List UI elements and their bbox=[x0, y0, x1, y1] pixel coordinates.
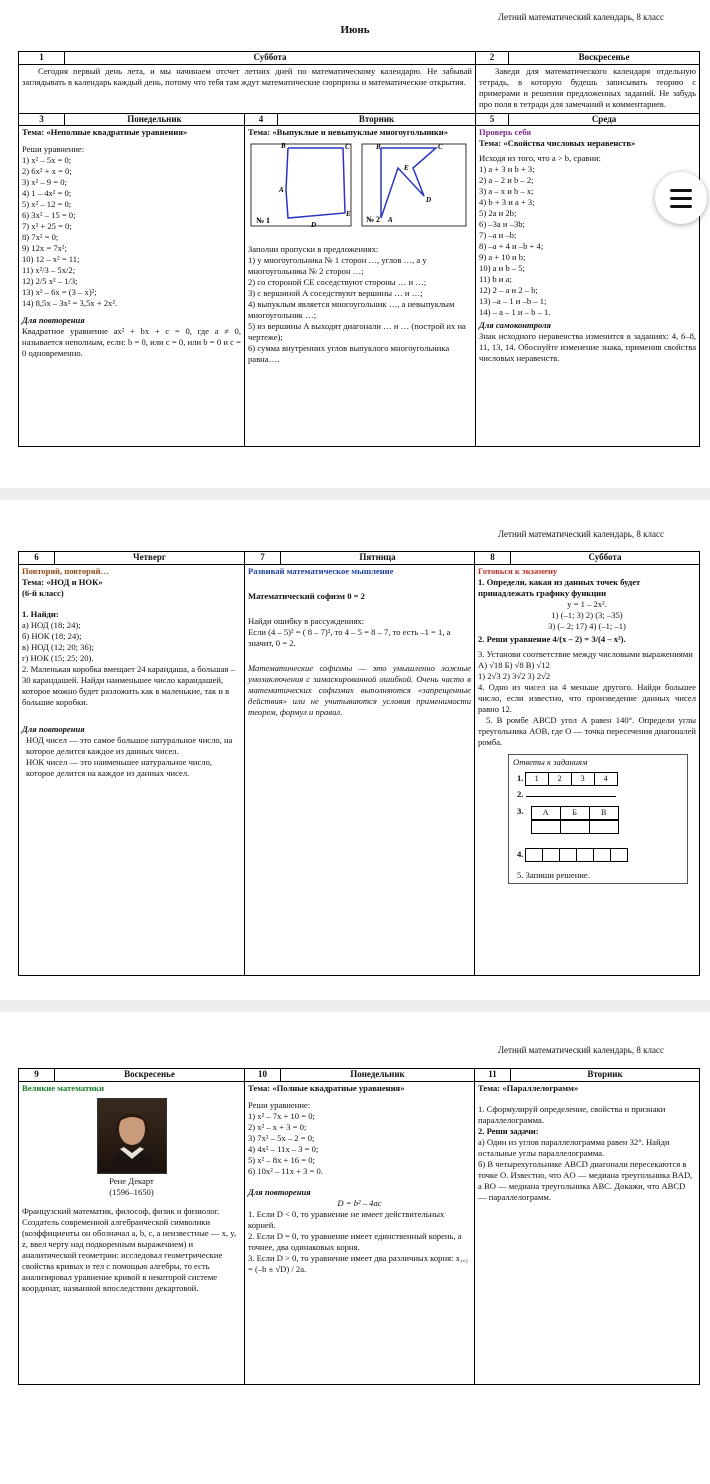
day-number: 7 bbox=[245, 552, 281, 565]
compare-item: 6) –3a и –3b; bbox=[479, 219, 525, 230]
equation-item: 8) 7x² = 0; bbox=[22, 232, 59, 243]
answer-cell: 2 bbox=[548, 772, 572, 786]
compare-item: 13) –a – 1 и –b – 1; bbox=[479, 296, 547, 307]
equation-item: 9) 12x = 7x²; bbox=[22, 243, 67, 254]
section-label: Готовься к экзамену bbox=[478, 565, 558, 576]
repeat-text: Квадратное уравнение ax² + bx + c = 0, где a ≠ 0, называется неполным, если: b = 0, или c = 0, или b = 0 и c = 0 одновременно. bbox=[22, 326, 241, 359]
equation-item: 14) 8,5x – 3x² = 3,5x + 2x². bbox=[22, 298, 118, 309]
problem-a: а) Один из углов параллелограмма равен 32°. Найди остальные углы параллелограмма. bbox=[478, 1136, 670, 1158]
equation-item: 3) 7x² – 5x – 2 = 0; bbox=[248, 1132, 315, 1143]
day-11-cell bbox=[475, 1081, 700, 1384]
day-4-cell bbox=[245, 126, 476, 447]
day-name: Четверг bbox=[55, 552, 245, 565]
page-2 bbox=[0, 500, 710, 1000]
fill-in-list bbox=[248, 255, 472, 365]
compare-item: 12) 2 – a и 2 – b; bbox=[479, 285, 538, 296]
answer-cell: В bbox=[589, 806, 619, 820]
topic-title: Тема: «Полные квадратные уравнения» bbox=[248, 1082, 405, 1093]
task-label: Реши уравнение: bbox=[248, 1099, 311, 1110]
equation-item: 12) 2/5 x² – 1/3; bbox=[22, 276, 78, 287]
question-3-options: А) √18 Б) √8 В) √12 bbox=[478, 659, 550, 670]
day-8-cell bbox=[475, 564, 700, 975]
equation-item: 4) 1 – 4x² = 0; bbox=[22, 188, 72, 199]
svg-text:C: C bbox=[438, 143, 443, 152]
answer-4-cells[interactable] bbox=[526, 848, 628, 862]
equation-list bbox=[248, 1111, 471, 1177]
equation-item: 2) x² – x + 3 = 0; bbox=[248, 1121, 307, 1132]
day-9-cell bbox=[19, 1081, 245, 1384]
problem-b: б) В четырехугольнике ABCD диагонали пересекаются в точке O. Известно, что AO — медиана треугольника BAD, а BO — медиана треугольника ABC. Докажи, что ABCD — параллелограмм. bbox=[478, 1158, 693, 1202]
day-2-text: Заведи для математического календаря отдельную тетрадь, в которую будешь записывать теорию с примерами и решения предложенных заданий. Не забудь про поля в тетради для замечаний и комментариев. bbox=[476, 64, 700, 113]
rule-2: 2. Если D = 0, то уравнение имеет единственный корень, а точнее, два одинаковых корня. bbox=[248, 1230, 462, 1252]
answer-cell: 4 bbox=[594, 772, 618, 786]
calendar-table-3 bbox=[18, 1068, 700, 1385]
equation-item: 1) x² – 5x = 0; bbox=[22, 155, 72, 166]
topic-title: Тема: «Неполные квадратные уравнения» bbox=[22, 127, 188, 138]
answer-row-1 bbox=[517, 772, 683, 786]
day-name: Пятница bbox=[281, 552, 475, 565]
calendar-table-1 bbox=[18, 51, 700, 447]
page-separator bbox=[0, 488, 710, 500]
equation-item: 5) x² – 8x + 16 = 0; bbox=[248, 1154, 315, 1165]
day-number: 9 bbox=[19, 1069, 55, 1082]
equation-item: 6) 3x² – 15 = 0; bbox=[22, 210, 76, 221]
day-3-cell bbox=[19, 126, 245, 447]
figure-2-label: № 2 bbox=[366, 215, 381, 225]
day-name: Воскресенье bbox=[509, 52, 700, 65]
equation-item: 13) x² – 6x = (3 – x)²; bbox=[22, 287, 97, 298]
svg-text:A: A bbox=[388, 216, 393, 225]
gcd-lcm-list bbox=[22, 620, 241, 664]
day-number: 5 bbox=[476, 113, 509, 126]
compare-item: 3) a – x и b – x; bbox=[479, 186, 534, 197]
fill-in-item: 4) выпуклым является многоугольник …, а невыпуклым многоугольник …; bbox=[248, 299, 455, 321]
day-5-cell bbox=[476, 126, 700, 447]
day-number: 10 bbox=[245, 1069, 281, 1082]
question-4: 4. Одно из чисел на 4 меньше другого. Найди большее число, если известно, что произведение данных чисел равно 12. bbox=[478, 681, 696, 714]
svg-text:E: E bbox=[404, 164, 409, 173]
equation-item: 2) 6x² + x = 0; bbox=[22, 166, 72, 177]
answers-title: Ответы к заданиям bbox=[513, 756, 588, 767]
day-number: 2 bbox=[476, 52, 509, 65]
svg-text:D: D bbox=[311, 221, 317, 230]
lcm-definition: НОК чисел — это наименьшее натуральное число, которое делится на каждое из данных чисел. bbox=[26, 756, 213, 778]
page-separator bbox=[0, 1000, 710, 1012]
day-10-cell bbox=[245, 1081, 475, 1384]
day-1-text: Сегодня первый день лета, и мы начинаем отсчет летних дней по математическому календарю. Не забывай заглядывать в календарь каждый день, потому что тебя там ждут математические сюрпризы и математические открытия. bbox=[19, 64, 476, 113]
day-name: Суббота bbox=[65, 52, 476, 65]
fill-in-item: 2) со стороной CE соседствуют стороны … и …; bbox=[248, 277, 427, 288]
repeat-title: Для повторения bbox=[22, 723, 85, 734]
equation-item: 7) x² + 25 = 0; bbox=[22, 221, 72, 232]
self-check-text: Знак исходного неравенства изменится в заданиях: 4, 6–8, 11, 13, 14. Обоснуйте изменение знака, применив свойства числовых неравенств. bbox=[479, 331, 697, 364]
equation-item: 3) x² – 9 = 0; bbox=[22, 177, 67, 188]
equation-list bbox=[22, 155, 241, 309]
question-1-function: y = 1 – 2x². bbox=[567, 598, 607, 609]
gcd-definition: НОД чисел — это самое большое натуральное число, на которое делится каждое из данных чисел. bbox=[26, 734, 233, 756]
self-check-title: Для самоконтроля bbox=[479, 320, 551, 331]
answer-2-line[interactable] bbox=[526, 788, 616, 797]
question-3-options: 1) 2√3 2) 3√2 3) 2√2 bbox=[478, 670, 551, 681]
section-label: Развивай математическое мышление bbox=[248, 565, 394, 576]
task-label: Реши уравнение: bbox=[22, 144, 85, 155]
compare-item: 8) –a + 4 и –b + 4; bbox=[479, 241, 544, 252]
answer-3-cells bbox=[532, 806, 619, 820]
day-name: Среда bbox=[509, 113, 700, 126]
day-name: Суббота bbox=[511, 552, 700, 565]
header-note: Летний математический календарь, 8 класс bbox=[497, 12, 664, 22]
topic-title: Тема: «Параллелограмм» bbox=[478, 1082, 579, 1093]
day-7-cell bbox=[245, 564, 475, 975]
question-1: 1. Сформулируй определение, свойства и признаки параллелограмма. bbox=[478, 1103, 666, 1125]
question-3: 3. Установи соответствие между числовыми выражениями bbox=[478, 648, 693, 659]
compare-item: 1) a + 3 и b + 3; bbox=[479, 164, 535, 175]
compare-item: 14) – a – 1 и – b – 1. bbox=[479, 307, 551, 318]
svg-text:B: B bbox=[281, 142, 286, 151]
day-name: Понедельник bbox=[281, 1069, 475, 1082]
question-5: 5. В ромбе ABCD угол A равен 140°. Определи углы треугольника AOB, где O — точка пересечения диагоналей ромба. bbox=[478, 714, 696, 747]
day-number: 8 bbox=[475, 552, 511, 565]
mathematician-years: (1596–1650) bbox=[109, 1186, 154, 1197]
figure-1-label: № 1 bbox=[256, 216, 271, 226]
task-label: Найди ошибку в рассуждениях: bbox=[248, 615, 365, 626]
compare-item: 7) –a и –b; bbox=[479, 230, 517, 241]
topic-title: Тема: «Выпуклые и невыпуклые многоугольники» bbox=[248, 127, 449, 138]
month-title: Июнь bbox=[340, 24, 370, 36]
repeat-title: Для повторения bbox=[22, 315, 85, 326]
compare-item: 5) 2a и 2b; bbox=[479, 208, 517, 219]
day-number: 1 bbox=[19, 52, 65, 65]
compare-item: 9) a + 10 и b; bbox=[479, 252, 526, 263]
menu-icon bbox=[670, 197, 692, 200]
day-name: Понедельник bbox=[65, 113, 245, 126]
task-2-text: 2. Маленькая коробка вмещает 24 карандаша, а большая – 30 карандашей. Найди наименьшее число карандашей, которое можно будет разложить как в маленькие, так и в большие коробки. bbox=[22, 663, 235, 707]
answer-cell: Б bbox=[560, 806, 590, 820]
question-1-options: 3) (– 2; 17) 4) (–1; –1) bbox=[548, 620, 626, 631]
fill-in-item: 1) у многоугольника № 1 сторон …, углов …, а у многоугольника № 2 сторон …; bbox=[248, 255, 427, 277]
answer-4-label: 4. bbox=[517, 848, 524, 859]
task-label: Заполни пропуски в предложениях: bbox=[248, 244, 379, 255]
equation-item: 1) x² – 7x + 10 = 0; bbox=[248, 1110, 315, 1121]
task-label: Исходя из того, что a > b, сравни: bbox=[479, 153, 601, 164]
answer-1-cells bbox=[526, 772, 618, 786]
topic-subtitle: (6-й класс) bbox=[22, 587, 64, 598]
rule-1: 1. Если D < 0, то уравнение не имеет действительных корней. bbox=[248, 1208, 445, 1230]
answer-5: 5. Запиши решение. bbox=[517, 869, 590, 880]
answer-cell: 3 bbox=[571, 772, 595, 786]
day-6-cell bbox=[19, 564, 245, 975]
mathematician-name: Рене Декарт bbox=[109, 1175, 154, 1186]
question-2: 2. Реши уравнение 4/(x – 2) = 3/(4 – x²). bbox=[478, 633, 626, 644]
svg-text:C: C bbox=[345, 143, 350, 152]
section-label: Повторяй, повторяй… bbox=[22, 565, 110, 576]
day-number: 3 bbox=[19, 113, 65, 126]
section-label: Великие математики bbox=[22, 1082, 105, 1093]
question-1-options: 1) (–1; 3) 2) (3; –35) bbox=[551, 609, 623, 620]
page-1 bbox=[0, 0, 710, 488]
calendar-table-2 bbox=[18, 551, 700, 976]
answer-cell: А bbox=[531, 806, 561, 820]
day-name: Вторник bbox=[278, 113, 476, 126]
answer-row-3 bbox=[517, 806, 683, 834]
gcd-lcm-item: в) НОД (12; 20; 36); bbox=[22, 641, 95, 652]
gcd-lcm-item: г) НОК (15; 25; 20). bbox=[22, 652, 94, 663]
svg-text:B: B bbox=[376, 143, 381, 152]
fill-in-item: 3) с вершиной A соседствуют вершины … и …; bbox=[248, 288, 423, 299]
day-name: Вторник bbox=[511, 1069, 700, 1082]
topic-title: Тема: «Свойства числовых неравенств» bbox=[479, 138, 636, 149]
rule-3: 3. Если D > 0, то уравнение имеет два различных корня: x₁,₂ = (–b ± √D) / 2a. bbox=[248, 1252, 469, 1274]
question-2: 2. Реши задачи: bbox=[478, 1125, 539, 1136]
compare-item: 4) b + 3 и a + 3; bbox=[479, 197, 535, 208]
answer-3-label: 3. bbox=[517, 805, 524, 816]
page-3 bbox=[0, 1012, 710, 1484]
day-number: 11 bbox=[475, 1069, 511, 1082]
answer-row-2 bbox=[517, 788, 683, 800]
day-number: 4 bbox=[245, 113, 278, 126]
answer-cell: 1 bbox=[525, 772, 549, 786]
answer-2-label: 2. bbox=[517, 788, 524, 799]
repeat-title: Для повторения bbox=[248, 1186, 311, 1197]
answers-box bbox=[508, 754, 688, 884]
section-label: Проверь себя bbox=[479, 127, 531, 138]
menu-icon bbox=[670, 205, 692, 208]
fill-in-item: 6) сумма внутренних углов выпуклого многоугольника равна…. bbox=[248, 343, 450, 365]
sophism-note: Математические софизмы — это умышленно ложные умозаключения с замаскированной ошибкой. Очень часто в математических софизмах выполняются «запрещенные действия» или не учитываются условия применимости теорем, формул и правил. bbox=[248, 662, 471, 717]
header-note: Летний математический календарь, 8 класс bbox=[497, 1045, 664, 1055]
svg-text:A: A bbox=[279, 186, 284, 195]
answer-1-label: 1. bbox=[517, 772, 524, 783]
topic-title: Тема: «НОД и НОК» bbox=[22, 576, 103, 587]
compare-item: 11) b и a; bbox=[479, 274, 512, 285]
day-number: 6 bbox=[19, 552, 55, 565]
compare-item: 2) a – 2 и b – 2; bbox=[479, 175, 534, 186]
biography-text: Французский математик, философ, физик и физиолог. Создатель современной алгебраической символики (коэффициенты он обозначал a, b, c, а неизвестные — x, y, z, ввел черту над подкоренным выражением) и аналитической геометрии: исследовал геометрические свойства кривых и тел с помощью алгебры, то есть анализировал уравнение кривой в некоторой системе координат, названной впоследствии декартовой. bbox=[22, 1205, 237, 1293]
equation-item: 4) 4x² – 11x – 3 = 0; bbox=[248, 1143, 319, 1154]
sophism-reasoning: Если (4 – 5)² = ( 8 – 7)², то 4 – 5 = 8 – 7, то есть –1 = 1, а значит, 0 = 2. bbox=[248, 626, 451, 648]
day-name: Воскресенье bbox=[55, 1069, 245, 1082]
equation-item: 11) x²/3 – 5x/2; bbox=[22, 265, 76, 276]
equation-item: 6) 10x² – 11x + 3 = 0. bbox=[248, 1165, 323, 1176]
menu-button[interactable] bbox=[655, 172, 707, 224]
task-1-label: 1. Найди: bbox=[22, 608, 59, 619]
equation-item: 10) 12 – x² = 11; bbox=[22, 254, 80, 265]
descartes-portrait bbox=[97, 1098, 167, 1174]
gcd-lcm-item: а) НОД (18; 24); bbox=[22, 619, 81, 630]
header-note: Летний математический календарь, 8 класс bbox=[497, 529, 664, 539]
question-1: 1. Определи, какая из данных точек будет принадлежать графику функции bbox=[478, 576, 641, 598]
compare-item: 10) a и b – 5; bbox=[479, 263, 525, 274]
polygons-figure bbox=[248, 140, 470, 240]
svg-text:E: E bbox=[346, 210, 351, 219]
discriminant-formula: D = b² – 4ac bbox=[337, 1197, 382, 1208]
topic-title: Математический софизм 0 = 2 bbox=[248, 590, 365, 601]
menu-icon bbox=[670, 189, 692, 192]
fill-in-item: 5) из вершины A выходят диагонали … и … (построй их на чертеже); bbox=[248, 321, 466, 343]
equation-item: 5) x² – 12 = 0; bbox=[22, 199, 72, 210]
gcd-lcm-item: б) НОК (18; 24); bbox=[22, 630, 82, 641]
svg-text:D: D bbox=[426, 196, 432, 205]
answer-row-4 bbox=[517, 848, 683, 862]
answer-3-empty-cells[interactable] bbox=[532, 820, 619, 834]
